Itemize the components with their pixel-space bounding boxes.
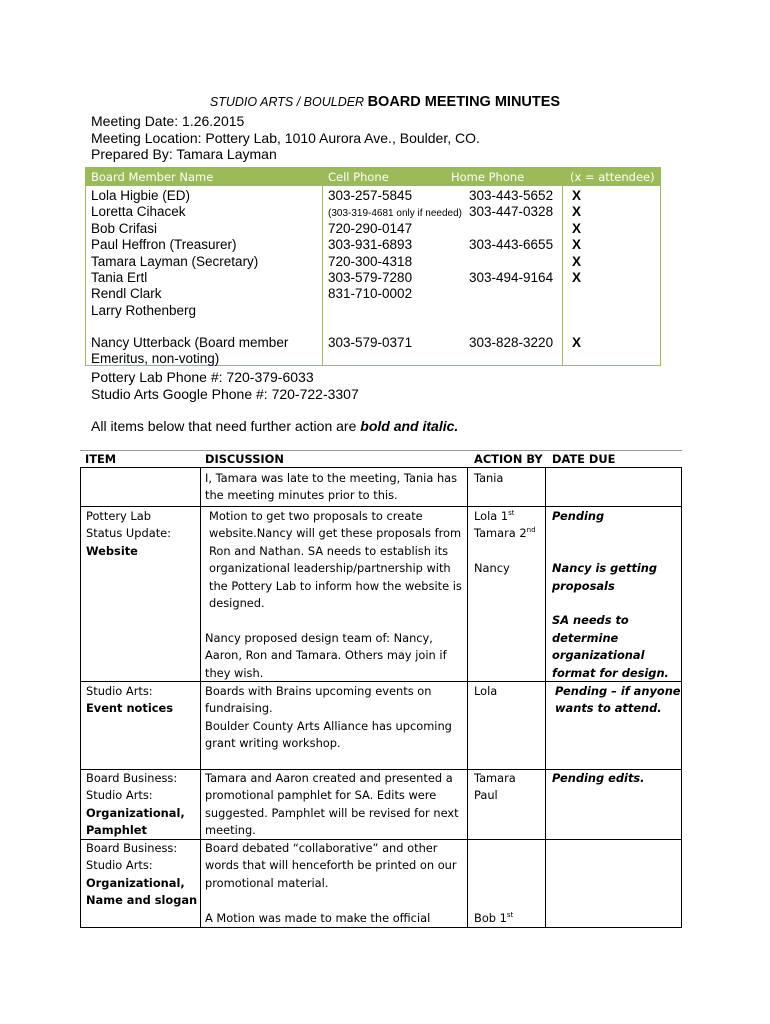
date-due-line: Pending	[552, 509, 605, 523]
discussion-cell: I, Tamara was late to the meeting, Tania has the meeting minutes prior to this.	[205, 471, 458, 503]
member-cell-phone: 720-300-4318	[328, 253, 413, 269]
header-action-by: ACTION BY	[474, 452, 543, 466]
item-title: Organizational, Pamphlet	[86, 805, 185, 838]
row-divider	[81, 506, 681, 507]
board-table-header	[86, 168, 660, 186]
attendee-mark: X	[572, 253, 582, 269]
member-names	[91, 188, 258, 319]
item-line: Pottery Lab	[86, 509, 151, 523]
action-note-emphasis: bold and italic.	[360, 418, 459, 434]
title-main: BOARD MEETING MINUTES	[367, 94, 561, 110]
member-cell-note: (303-319-4681 only if needed)	[328, 208, 462, 220]
item-cell	[86, 683, 198, 718]
member-name: Tania Ertl	[91, 270, 148, 286]
member-name: Larry Rothenberg	[91, 302, 197, 318]
item-line: Status Update:	[86, 526, 172, 541]
discussion-paragraph: Nancy proposed design team of: Nancy, Aaron, Ron and Tamara. Others may join if they wish.	[205, 630, 447, 680]
attendee-mark: X	[572, 204, 582, 220]
attendee-mark: X	[572, 188, 582, 203]
item-title: Event notices	[86, 701, 173, 716]
action-note	[91, 418, 458, 435]
discussion-paragraph: Boards with Brains upcoming events on fundraising.	[205, 684, 432, 716]
discussion-paragraph: Boulder County Arts Alliance has upcoming grant writing workshop.	[205, 718, 452, 751]
column-divider	[562, 186, 563, 365]
emeritus-cell-phone: 303-579-0371	[328, 335, 413, 350]
member-home-phones	[469, 188, 553, 286]
member-home-phone: 303-447-0328	[469, 204, 554, 220]
item-cell	[86, 840, 198, 910]
discussion-paragraph: Motion to get two proposals to create website.Nancy will get these proposals from Ron and Nathan. SA needs to establish its organizational leadership/partnership with the Pottery Lab to inform how the website is designed.	[209, 509, 462, 611]
attendee-mark: X	[572, 220, 582, 236]
member-cell-phone: 831-710-0002	[328, 286, 413, 302]
prepared-by: Prepared By: Tamara Layman	[91, 146, 277, 162]
date-due-cell	[552, 508, 680, 682]
date-due-cell: Pending – if anyone wants to attend.	[555, 684, 681, 716]
date-due-line: Nancy is getting proposals	[552, 561, 658, 593]
item-line: Studio Arts:	[86, 858, 153, 873]
column-divider	[322, 186, 323, 365]
action-by-name: Paul	[474, 788, 498, 803]
member-name: Tamara Layman (Secretary)	[91, 253, 259, 269]
attendee-marks	[572, 188, 581, 286]
member-home-phone: 303-494-9164	[469, 270, 554, 285]
action-by-name: Bob 1	[474, 911, 507, 925]
action-items-table	[80, 467, 682, 928]
member-name: Paul Heffron (Treasurer)	[91, 237, 237, 253]
header-item: ITEM	[85, 452, 117, 466]
header-home-phone: Home Phone	[451, 170, 525, 184]
title-prefix: STUDIO ARTS / BOULDER	[209, 95, 365, 109]
date-due-cell: Pending edits.	[552, 771, 645, 785]
document-title	[0, 94, 770, 110]
action-by-cell	[474, 770, 516, 805]
discussion-paragraph: A Motion was made to make the official	[205, 910, 431, 925]
column-divider	[467, 468, 468, 927]
header-cell-phone: Cell Phone	[328, 170, 389, 184]
pottery-lab-phone: Pottery Lab Phone #: 720-379-6033	[91, 369, 314, 385]
meeting-location: Meeting Location: Pottery Lab, 1010 Aurora Ave., Boulder, CO.	[91, 129, 480, 146]
member-name: Loretta Cihacek	[91, 204, 186, 220]
discussion-paragraph: Board debated “collaborative” and other words that will henceforth be printed on our promotional material.	[205, 841, 457, 890]
board-member-table	[85, 167, 661, 366]
emeritus-attendee-mark: X	[572, 335, 582, 350]
meeting-date: Meeting Date: 1.26.2015	[91, 113, 245, 129]
discussion-cell	[205, 840, 464, 927]
action-by-cell: Tania	[474, 471, 504, 485]
column-divider	[200, 468, 201, 927]
item-line: Board Business:	[86, 771, 178, 785]
emeritus-home-phone: 303-828-3220	[469, 335, 554, 350]
attendee-mark: X	[572, 237, 582, 253]
attendee-mark: X	[572, 270, 582, 286]
action-note-text: All items below that need further action are	[91, 418, 361, 434]
header-date-due: DATE DUE	[552, 452, 616, 466]
action-by-cell	[474, 910, 513, 927]
column-divider	[545, 468, 546, 927]
google-phone: Studio Arts Google Phone #: 720-722-3307	[91, 385, 359, 402]
member-home-phone: 303-443-6655	[469, 237, 554, 253]
action-by-name: Tamara 2	[474, 526, 527, 541]
action-by-name: Nancy	[474, 561, 510, 576]
action-by-name: Tamara	[474, 771, 516, 785]
member-name: Rendl Clark	[91, 286, 162, 302]
action-by-sup: nd	[526, 526, 536, 535]
action-by-sup: st	[508, 509, 515, 518]
action-by-sup: st	[506, 911, 514, 920]
divider	[80, 450, 682, 451]
member-cell-phone: 303-257-5845	[328, 188, 413, 203]
member-home-phone: 303-443-5652	[469, 188, 554, 203]
header-board-member-name: Board Member Name	[91, 170, 214, 184]
emeritus-name: Nancy Utterback (Board member Emeritus, non-voting)	[91, 335, 289, 367]
discussion-cell: Tamara and Aaron created and presented a promotional pamphlet for SA. Edits were suggested. Pamphlet will be revised for next meeting.	[205, 771, 459, 838]
member-cell-phone: 303-931-6893	[328, 237, 413, 253]
member-cell-phone: 303-579-7280	[328, 270, 413, 286]
action-by-cell	[474, 508, 536, 578]
discussion-cell	[205, 683, 464, 753]
header-attendee: (x = attendee)	[570, 170, 655, 184]
action-by-name: Lola 1	[474, 509, 509, 523]
member-name: Bob Crifasi	[91, 220, 158, 236]
item-cell	[86, 770, 198, 840]
item-cell	[86, 508, 198, 560]
item-title: Website	[86, 543, 138, 558]
item-line: Studio Arts:	[86, 684, 153, 698]
item-line: Studio Arts:	[86, 788, 153, 803]
item-title: Organizational, Name and slogan	[86, 875, 198, 908]
member-name: Lola Higbie (ED)	[91, 188, 191, 203]
discussion-cell	[205, 508, 464, 682]
member-cell-phone: 720-290-0147	[328, 220, 413, 236]
date-due-line: SA needs to determine organizational format for design.	[552, 613, 669, 680]
meeting-info	[91, 113, 480, 163]
member-cell-phones	[328, 188, 462, 303]
item-line: Board Business:	[86, 841, 178, 855]
action-by-cell: Lola	[474, 684, 498, 698]
phone-numbers	[91, 369, 359, 402]
header-discussion: DISCUSSION	[205, 452, 284, 466]
